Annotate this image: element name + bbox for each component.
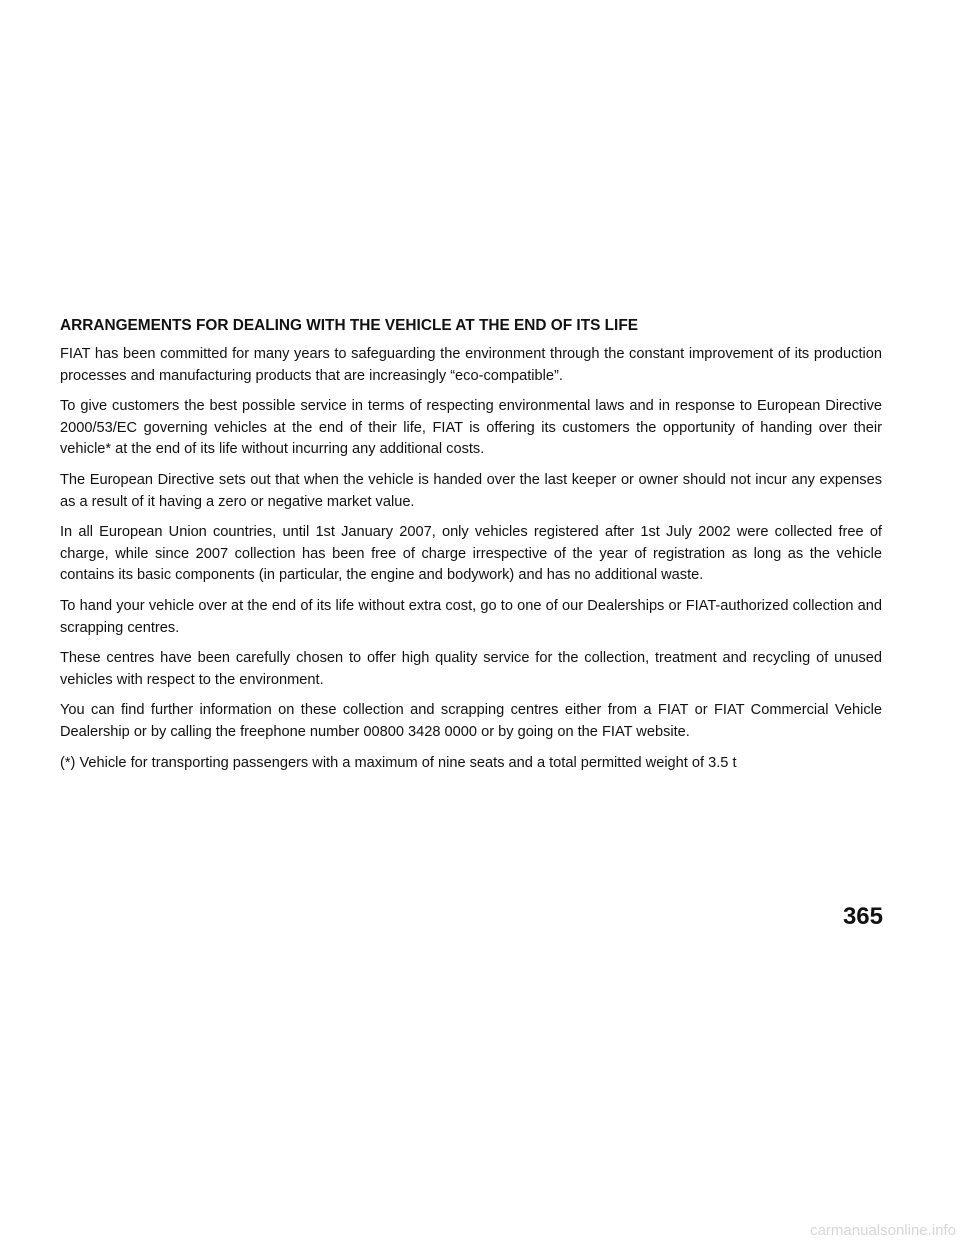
end-of-life-section	[60, 316, 882, 783]
paragraph-commitment: FIAT has been committed for many years to safeguarding the environment through the constant improvement of its production processes and manufacturing products that are increasingly “eco-compatible”.	[60, 346, 882, 384]
paragraph-eu-countries: In all European Union countries, until 1st January 2007, only vehicles registered after 1st July 2002 were collected free of charge, while since 2007 collection has been free of charge irrespective of the year of registration as long as the vehicle contains its basic components (in particular, the engine and bodywork) and has no additional waste.	[60, 524, 882, 584]
paragraph-no-expenses: The European Directive sets out that when the vehicle is handed over the last keeper or owner should not incur any expenses as a result of it having a zero or negative market value.	[60, 471, 882, 510]
footnote-vehicle-definition: (*) Vehicle for transporting passengers with a maximum of nine seats and a total permitted weight of 3.5 t	[60, 754, 737, 771]
paragraph-hand-over: To hand your vehicle over at the end of its life without extra cost, go to one of our Dealerships or FIAT-authorized collection and scrapping centres.	[60, 597, 882, 636]
paragraph-directive: To give customers the best possible service in terms of respecting environmental laws and in response to European Directive 2000/53/EC governing vehicles at the end of their life, FIAT is offering its customers the opportunity of handing over their vehicle* at the end of its life without incurring any additional costs.	[60, 398, 882, 458]
paragraph-centres: These centres have been carefully chosen to offer high quality service for the collection, treatment and recycling of unused vehicles with respect to the environment.	[60, 650, 882, 688]
page-number: 365	[842, 903, 883, 930]
watermark: carmanualsonline.info	[810, 1222, 956, 1239]
section-heading: ARRANGEMENTS FOR DEALING WITH THE VEHICLE AT THE END OF ITS LIFE	[60, 317, 638, 334]
paragraph-further-info: You can find further information on these collection and scrapping centres either from a FIAT or FIAT Commercial Vehicle Dealership or by calling the freephone number 00800 3428 0000 or by going on the FIAT website.	[60, 702, 882, 740]
